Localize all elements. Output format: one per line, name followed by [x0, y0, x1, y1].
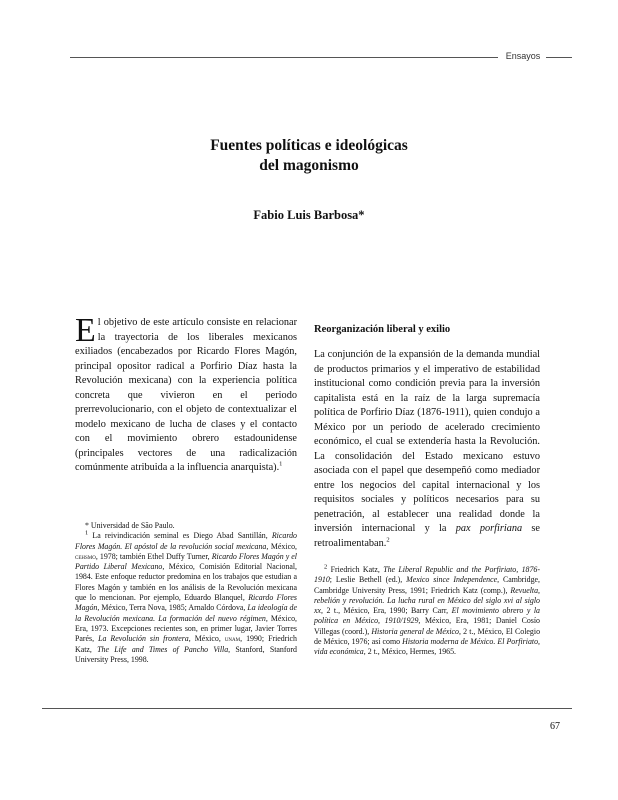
fn1-italic: La Revolución sin frontera: [98, 634, 189, 644]
fn2-part: ; Leslie Bethell (ed.),: [329, 575, 407, 585]
footnote-1: [75, 531, 297, 665]
article-author: Fabio Luis Barbosa*: [253, 208, 365, 222]
fn2-italic: Historia moderna de México. El Porfiriato, vida económica: [314, 637, 540, 657]
fn2-part: , 2 t., México, Hermes, 1965.: [363, 647, 457, 657]
fn1-part: , México,: [188, 634, 225, 644]
section-text-b: se retroalimentaban.: [314, 523, 540, 549]
header-rule-left: [70, 57, 498, 58]
fn1-part: , Stanford, Stanford University Press, 1998.: [75, 644, 297, 664]
fn2-part: , Cambridge, Cambridge University Press, 1991; Friedrich Katz (comp.),: [314, 575, 540, 595]
fn1-part: , 1990; Friedrich Katz,: [75, 634, 297, 654]
page-number: 67: [550, 721, 560, 732]
fn1-part: La reivindicación seminal es Diego Abad Santillán,: [88, 531, 272, 541]
intro-paragraph: [75, 312, 297, 476]
fn2-italic: Mexico since Independence: [406, 575, 498, 585]
section-paragraph: [314, 348, 540, 551]
intro-text: l objetivo de este artículo consiste en relacionar la trayectoria de los liberales mexicanos exiliados (encabezados por Ricardo Flores Magón, principal opositor radical a Porfirio Díaz hasta la Revolución mexicana) con la experiencia política concreta que vivieron en el periodo prerrevolucionario, con el objeto de contextualizar el modelo mexicano de lucha de clases y el contacto con el movimiento obrero estadounidense (principales vectores de una radicalización comúnmente atribuida a la influencia anarquista).: [75, 317, 297, 473]
fn2-part: , 2 t., México, El Colegio de México, 1976; así como: [314, 626, 541, 647]
section-label: Ensayos: [505, 51, 541, 61]
footnote-1-marker: 1: [85, 529, 89, 537]
intro-paragraph-block: [75, 312, 297, 476]
fn2-italic: El movimiento obrero y la política en México, 1910/1929: [314, 606, 540, 626]
footer-rule: [42, 708, 572, 709]
fn1-part: , México, Comisión Editorial Nacional, 1984. Este enfoque reductor predomina en los trabajos que estudian a Flores Magón y también en los análisis de la Revolución mexicana que lo mencionan. Por ejemplo, Eduardo Blanquel,: [75, 562, 297, 603]
section-text-italic: pax porfiriana: [455, 523, 523, 534]
fn2-italic: The Liberal Republic and the Porfiriato, 1876-1910: [314, 565, 540, 585]
footnote-2: [314, 565, 540, 658]
footnotes-right: [314, 565, 540, 658]
fn1-italic: Ricardo Flores Magón y el Partido Liberal Mexicano: [75, 551, 297, 572]
fn1-smallcaps: unam: [224, 635, 241, 644]
fn1-part: , 1978; también Ethel Duffy Turner,: [95, 551, 212, 561]
footnote-ref-2: 2: [386, 536, 390, 544]
fn2-part: Friedrich Katz,: [327, 565, 384, 574]
section-paragraph-block: [314, 348, 540, 551]
footnote-affiliation: * Universidad de São Paulo.: [85, 521, 175, 530]
fn1-smallcaps: cehsmo: [75, 552, 96, 561]
fn1-italic: Ricardo Flores Magón. El apóstol de la revolución social mexicana: [75, 531, 297, 551]
article-title: [100, 136, 518, 176]
footnotes-left: [75, 521, 297, 665]
drop-cap: E: [75, 312, 96, 349]
section-text-a: La conjunción de la expansión de la demanda mundial de productos primarios y el imperativo de estabilidad institucional como condición previa para la inversión capitalista está en la raíz de la larga supremacía política de Porfirio Díaz (1876-1911), quien condujo a México por un periodo de acelerado crecimiento económico, el cual se extendería hasta la Revolución. La consolidación del Estado mexicano estuvo asociada con el papel que desempeñó como mediador entre los negocios del capital internacional y los requisitos sociales y políticos necesarios para su penetración, al establecer una realidad donde la inversión internacional y la: [314, 349, 540, 534]
footnote-2-marker: 2: [324, 563, 328, 571]
title-line-2: del magonismo: [259, 157, 359, 174]
fn1-part: , México,: [266, 541, 297, 551]
fn2-italic: Historia general de México: [371, 626, 459, 636]
footnote-ref-1: 1: [279, 460, 283, 468]
fn1-italic: Ricardo Flores Magón: [75, 593, 297, 613]
title-line-1: Fuentes políticas e ideológicas: [210, 137, 408, 154]
section-heading: Reorganización liberal y exilio: [314, 324, 451, 335]
header-rule-right: [546, 57, 572, 58]
fn2-italic: Revuelta, rebelión y revolución. La lucha rural en México del siglo xvi al siglo xx: [314, 585, 540, 616]
fn1-italic: The Life and Times of Pancho Villa: [97, 644, 229, 654]
fn1-part: , México, Terra Nova, 1985; Arnaldo Córdova,: [97, 603, 248, 613]
fn1-part: , México, Era, 1973. Excepciones recientes son, en primer lugar, Javier Torres Parés,: [75, 613, 297, 644]
fn2-part: , México, Era, 1981; Daniel Cosío Villegas (coord.),: [314, 616, 540, 636]
fn2-part: , 2 t., México, Era, 1990; Barry Carr,: [321, 606, 452, 616]
fn1-italic: La ideología de la Revolución mexicana. La formación del nuevo régimen: [75, 603, 297, 623]
